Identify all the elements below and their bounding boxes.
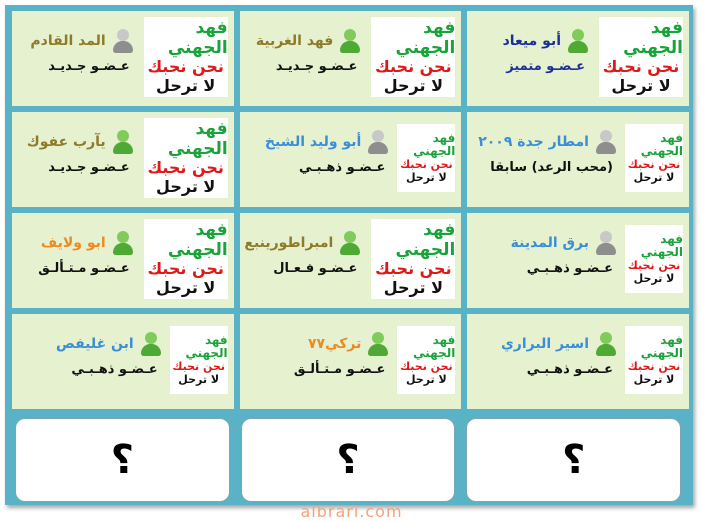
mystery-box[interactable]: ؟ [241,418,456,502]
member-info [16,130,134,175]
slogan-line-3: لا ترحل [156,277,216,297]
member-rank: عـضـو ذهـبـي [299,160,386,175]
member-info [471,130,617,175]
user-avatar-icon [112,29,134,53]
mystery-box[interactable]: ؟ [15,418,230,502]
member-info [471,29,589,74]
slogan-line-2: نحن نحبك [172,360,225,374]
member-name[interactable]: يآرب عفوك [26,134,106,150]
member-name-row [256,29,362,53]
member-name[interactable]: امبراطورينبع [244,235,334,251]
user-avatar-icon [595,130,617,154]
slogan-line-3: لا ترحل [633,372,675,386]
member-card[interactable] [467,314,689,409]
member-card[interactable] [240,112,462,207]
slogan-line-3: لا ترحل [156,75,216,95]
slogan-line-2: نحن نحبك [375,259,452,279]
slogan-line-1: فهد الجهني [623,18,683,58]
member-info [244,29,362,74]
slogan-line-2: نحن نحبك [147,57,224,77]
slogan-line-1: فهد الجهني [413,332,456,361]
member-card[interactable] [12,314,234,409]
member-card[interactable] [12,112,234,207]
members-grid [12,11,689,409]
slogan-line-3: لا ترحل [611,75,671,95]
slogan-line-2: نحن نحبك [627,259,681,273]
slogan-line-2: نحن نحبك [147,259,224,279]
slogan-box [397,326,455,394]
slogan-line-1: فهد الجهني [413,130,456,159]
user-avatar-icon [595,231,617,255]
slogan-line-2: نحن نحبك [627,158,681,172]
member-name-row [265,130,389,154]
member-name-row [30,29,133,53]
member-name-row [501,332,617,356]
member-name[interactable]: المد القادم [30,33,106,49]
slogan-box [144,118,228,198]
member-name-row [511,231,617,255]
member-rank: عـضـو جـديـد [275,59,358,74]
slogan-line-2: نحن نحبك [400,360,453,374]
slogan-line-3: لا ترحل [633,271,675,285]
member-rank: (محب الرعد) سابقا [490,160,613,175]
member-rank: عـضـو متميز [506,59,585,74]
member-name-row [56,332,162,356]
member-card[interactable] [240,314,462,409]
member-info [244,231,362,276]
slogan-line-1: فهد الجهني [395,18,456,58]
slogan-box [599,17,683,97]
user-avatar-icon [367,130,389,154]
member-name[interactable]: تركي٧٧ [307,336,362,352]
user-avatar-icon [339,29,361,53]
member-card[interactable] [240,11,462,106]
slogan-line-1: فهد الجهني [640,130,683,159]
mystery-row [15,418,681,502]
user-avatar-icon [367,332,389,356]
member-info [244,130,390,175]
slogan-line-1: فهد الجهني [640,231,683,260]
member-info [16,332,162,377]
member-name[interactable]: امطار جدة ٢٠٠٩ [478,134,589,150]
member-name[interactable]: أبو وليد الشيخ [264,134,362,150]
member-name[interactable]: فهد الغربية [255,33,334,49]
member-rank: عـضـو مـتـألـق [38,261,130,276]
slogan-line-2: نحن نحبك [147,158,224,178]
member-name-row [27,130,134,154]
slogan-line-1: فهد الجهني [167,119,228,159]
member-card[interactable] [12,213,234,308]
slogan-line-3: لا ترحل [405,372,447,386]
member-name[interactable]: برق المدينة [510,235,589,251]
member-rank: عـضـو جـديـد [48,59,130,74]
slogan-line-2: نحن نحبك [375,57,452,77]
user-avatar-icon [595,332,617,356]
slogan-line-3: لا ترحل [178,372,220,386]
member-name-row [503,29,589,53]
member-info [471,231,617,276]
slogan-line-1: فهد الجهني [185,332,228,361]
member-rank: عـضـو ذهـبـي [71,362,158,377]
slogan-box [144,17,228,97]
member-rank: عـضـو فـعـال [273,261,358,276]
slogan-line-3: لا ترحل [383,75,443,95]
member-card[interactable] [467,11,689,106]
member-rank: عـضـو مـتـألـق [293,362,386,377]
slogan-box [144,219,228,299]
slogan-box [371,17,455,97]
member-info [244,332,390,377]
members-board [5,5,693,505]
member-info [471,332,617,377]
user-avatar-icon [112,130,134,154]
member-card[interactable] [467,112,689,207]
member-info [16,231,134,276]
slogan-line-3: لا ترحل [156,176,216,196]
user-avatar-icon [112,231,134,255]
member-card[interactable] [467,213,689,308]
user-avatar-icon [339,231,361,255]
slogan-line-1: فهد الجهني [167,220,228,260]
slogan-box [371,219,455,299]
slogan-line-1: فهد الجهني [167,18,228,58]
slogan-line-3: لا ترحل [383,277,443,297]
slogan-line-3: لا ترحل [405,170,447,184]
slogan-line-2: نحن نحبك [627,360,681,374]
member-card[interactable] [12,11,234,106]
member-rank: عـضـو ذهـبـي [526,362,613,377]
member-name-row [41,231,134,255]
user-avatar-icon [567,29,589,53]
user-avatar-icon [140,332,162,356]
slogan-line-1: فهد الجهني [395,220,456,260]
member-name-row [244,231,361,255]
slogan-line-3: لا ترحل [633,170,675,184]
slogan-box [170,326,228,394]
member-info [16,29,134,74]
member-name[interactable]: ابن غليفص [55,336,134,352]
slogan-box [625,225,683,293]
slogan-box [397,124,455,192]
slogan-line-1: فهد الجهني [640,332,683,361]
member-name-row [308,332,389,356]
slogan-line-2: نحن نحبك [602,57,680,77]
slogan-box [625,326,683,394]
member-card[interactable] [240,213,462,308]
member-name[interactable]: أبو ميعاد [502,33,561,49]
mystery-box[interactable]: ؟ [466,418,681,502]
member-rank: عـضـو جـديـد [48,160,130,175]
slogan-box [625,124,683,192]
slogan-line-2: نحن نحبك [400,158,453,172]
member-name-row [478,130,617,154]
member-rank: عـضـو ذهـبـي [526,261,613,276]
member-name[interactable]: ابو ولايف [40,235,106,251]
member-name[interactable]: اسير البراري [500,336,589,352]
site-watermark: albrari.com [300,502,403,521]
